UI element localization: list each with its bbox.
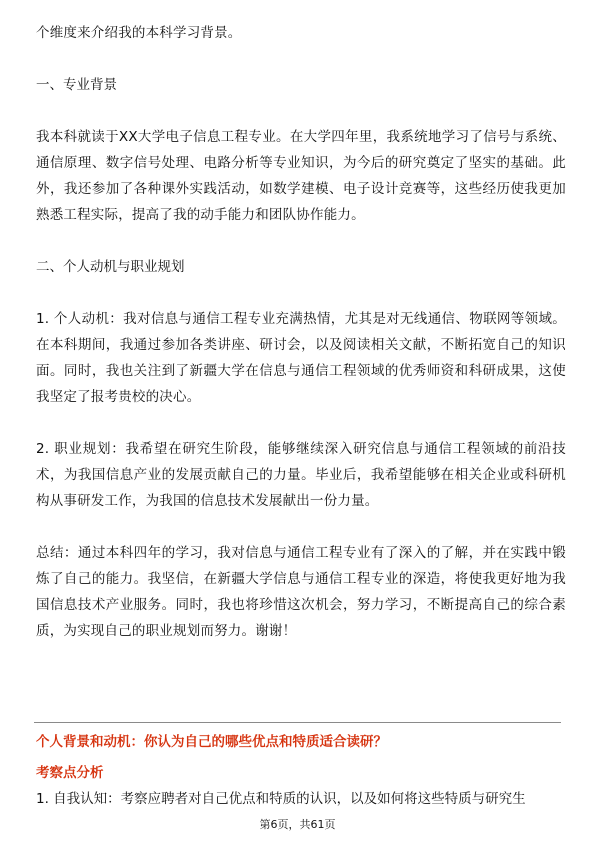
spacer — [36, 46, 566, 72]
summary-paragraph: 总结：通过本科四年的学习，我对信息与通信工程专业有了深入的了解，并在实践中锻炼了自己的能力。我坚信，在新疆大学信息与通信工程专业的深造，将使我更好地为我国信息技术产业服务。同时，我也将珍惜这次机会，努力学习，不断提高自己的综合素质，为实现自己的职业规划而努力。谢谢！ — [36, 545, 566, 639]
professional-background-paragraph: 我本科就读于XX大学电子信息工程专业。在大学四年里，我系统地学习了信号与系统、通信原理、数字信号处理、电路分析等专业知识，为今后的研究奠定了坚实的基础。此外，我还参加了各种课外实践活动，如数学建模、电子设计竞赛等，这些经历使我更加熟悉工程实际，提高了我的动手能力和团队协作能力。 — [36, 129, 566, 223]
question-title: 个人背景和动机：你认为自己的哪些优点和特质适合读研？ — [36, 734, 387, 750]
document-body — [36, 20, 566, 644]
spacer — [36, 514, 566, 540]
spacer — [36, 280, 566, 306]
motivation-paragraph: 1. 个人动机：我对信息与通信工程专业充满热情，尤其是对无线通信、物联网等领域。在本科期间，我通过参加各类讲座、研讨会，以及阅读相关文献，不断拓宽自己的知识面。同时，我也关注到了新疆大学在信息与通信工程领域的优秀师资和科研成果，这使我坚定了报考贵校的决心。 — [36, 311, 566, 405]
section-heading-motivation-career: 二、个人动机与职业规划 — [36, 259, 185, 275]
spacer — [36, 410, 566, 436]
page-number-footer: 第6页，共61页 — [259, 818, 336, 831]
career-plan-paragraph: 2. 职业规划：我希望在研究生阶段，能够继续深入研究信息与通信工程领域的前沿技术，为我国信息产业的发展贡献自己的力量。毕业后，我希望能够在相关企业或科研机构从事研发工作，为我国的信息技术发展献出一份力量。 — [36, 441, 566, 509]
section-heading-professional-background: 一、专业背景 — [36, 77, 117, 93]
spacer — [36, 98, 566, 124]
analysis-label: 考察点分析 — [36, 765, 104, 781]
spacer — [36, 228, 566, 254]
section-divider — [34, 722, 561, 723]
analysis-point-1: 1. 自我认知：考察应聘者对自己优点和特质的认识，以及如何将这些特质与研究生 — [36, 791, 526, 807]
intro-tail-text: 个维度来介绍我的本科学习背景。 — [36, 25, 242, 41]
